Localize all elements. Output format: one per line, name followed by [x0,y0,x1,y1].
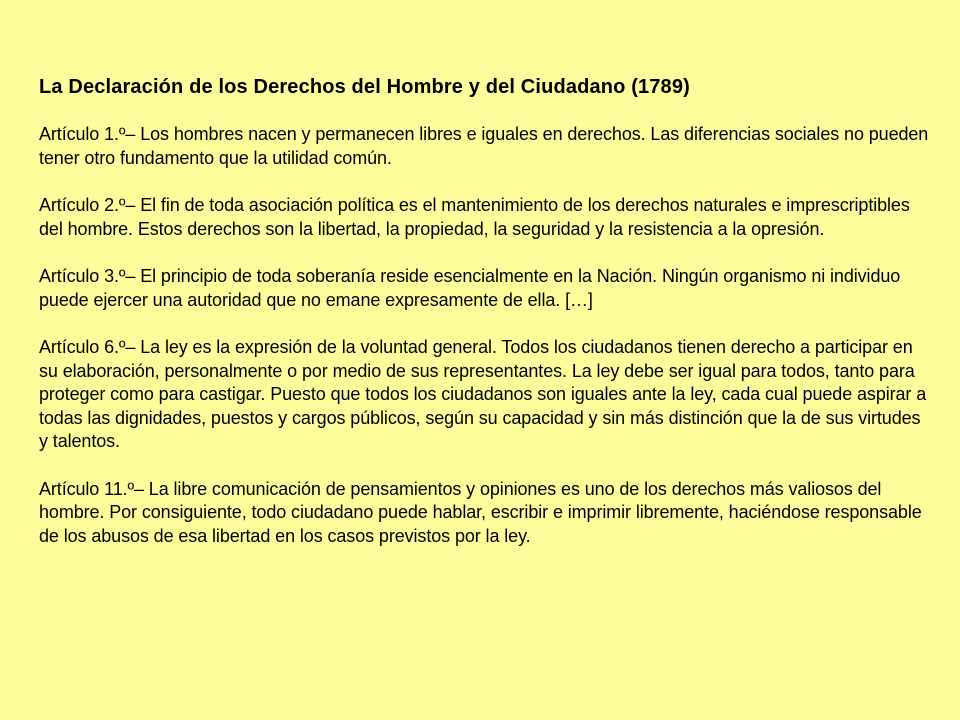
article-11: Artículo 11.º– La libre comunicación de pensamientos y opiniones es uno de los derechos más valiosos del hombre. Por consiguiente, todo ciudadano puede hablar, escribir e imprimir libremente, haciéndose responsable de los abusos de esa libertad en los casos previstos por la ley. [39,478,922,546]
article-1: Artículo 1.º– Los hombres nacen y permanecen libres e iguales en derechos. Las diferencias sociales no pueden tener otro fundamento que la utilidad común. [39,124,929,168]
document-title: La Declaración de los Derechos del Hombre y del Ciudadano (1789) [39,76,690,98]
article-6: Artículo 6.º– La ley es la expresión de la voluntad general. Todos los ciudadanos tienen derecho a participar en su elaboración, personalmente o por medio de sus representantes. La ley debe ser igual para todos, tanto para proteger como para castigar. Puesto que todos los ciudadanos son iguales ante la ley, cada cual puede aspirar a todas las dignidades, puestos y cargos públicos, según su capacidad y sin más distinción que la de sus virtudes y talentos. [39,337,927,451]
article-2: Artículo 2.º– El fin de toda asociación política es el mantenimiento de los derechos naturales e imprescriptibles del hombre. Estos derechos son la libertad, la propiedad, la seguridad y la resistencia a la opresión. [39,195,910,239]
article-3: Artículo 3.º– El principio de toda soberanía reside esencialmente en la Nación. Ningún organismo ni individuo puede ejercer una autoridad que no emane expresamente de ella. […] [39,266,901,310]
